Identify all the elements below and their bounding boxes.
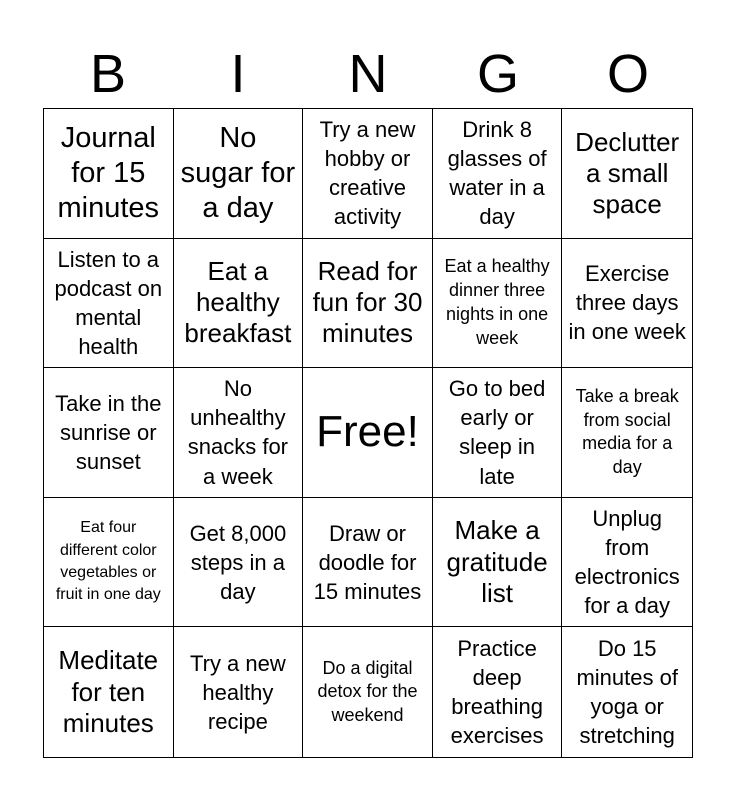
bingo-cell-o5[interactable]: Do 15 minutes of yoga or stretching [576,636,678,749]
header-letter-b: B [89,44,127,104]
bingo-board [43,108,693,758]
header-letter-o: O [606,44,649,104]
bingo-header [43,40,693,108]
bingo-cell-free[interactable]: Free! [303,368,433,498]
bingo-cell-i5[interactable]: Try a new healthy recipe [174,627,304,757]
bingo-cell-g3[interactable]: Go to bed early or sleep in late [433,368,563,498]
header-letter-g: G [476,44,519,104]
bingo-cell-b4[interactable]: Eat four different color vegetables or fruit in one day [44,498,174,628]
bingo-cell-n4[interactable]: Draw or doodle for 15 minutes [303,498,433,628]
bingo-cell-b2[interactable]: Listen to a podcast on mental health [44,239,174,369]
bingo-cell-o3[interactable]: Take a break from social media for a day [562,368,692,498]
bingo-cell-b3[interactable]: Take in the sunrise or sunset [44,368,174,498]
bingo-cell-n5[interactable]: Do a digital detox for the weekend [303,627,433,757]
bingo-cell-o1[interactable]: Declutter a small space [562,109,692,239]
bingo-cell-o2[interactable]: Exercise three days in one week [562,239,692,369]
bingo-cell-i3[interactable]: No unhealthy snacks for a week [174,368,304,498]
bingo-cell-g2[interactable]: Eat a healthy dinner three nights in one week [433,239,563,369]
bingo-cell-b5[interactable]: Meditate for ten minutes [44,627,174,757]
bingo-cell-g5[interactable]: Practice deep breathing exercises [433,627,563,757]
bingo-cell-i4[interactable]: Get 8,000 steps in a day [174,498,304,628]
bingo-cell-g1[interactable]: Drink 8 glasses of water in a day [433,109,563,239]
bingo-cell-b1[interactable]: Journal for 15 minutes [44,109,174,239]
bingo-cell-n1[interactable]: Try a new hobby or creative activity [303,109,433,239]
bingo-cell-g4[interactable]: Make a gratitude list [433,498,563,628]
bingo-cell-i2[interactable]: Eat a healthy breakfast [174,239,304,369]
header-letter-n: N [348,44,388,104]
header-letter-i: I [230,44,246,104]
bingo-cell-n2[interactable]: Read for fun for 30 minutes [303,239,433,369]
bingo-cell-o4[interactable]: Unplug from electronics for a day [562,498,692,628]
bingo-cell-i1[interactable]: No sugar for a day [174,109,304,239]
